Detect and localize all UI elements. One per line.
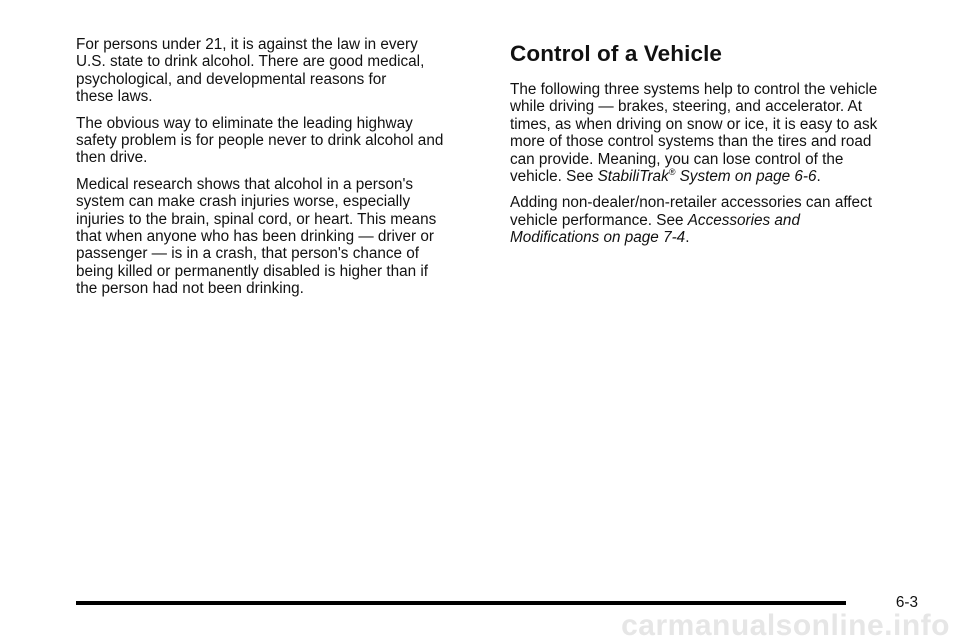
text-line: being killed or permanently disabled is higher than if <box>76 262 429 280</box>
footer-rule <box>76 601 846 605</box>
text-line: the person had not been drinking. <box>76 280 304 298</box>
right-column <box>510 40 920 256</box>
text-line: The following three systems help to control the vehicle <box>510 81 878 98</box>
text-line: safety problem is for people never to drink alcohol and <box>76 132 444 150</box>
text-line: psychological, and developmental reasons for <box>76 70 387 88</box>
text-line: system can make crash injuries worse, especially <box>76 193 411 211</box>
left-column <box>76 36 476 307</box>
registered-mark: ® <box>668 167 676 178</box>
text-line: times, as when driving on snow or ice, it is easy to ask <box>510 115 878 133</box>
text-fragment: . <box>685 229 690 247</box>
section-heading: Control of a Vehicle <box>510 41 723 66</box>
text-fragment: vehicle performance. See <box>510 211 688 229</box>
text-line <box>510 229 920 246</box>
text-line: Medical research shows that alcohol in a person's <box>76 175 414 193</box>
link-text: StabiliTrak <box>597 168 669 186</box>
text-line: while driving — brakes, steering, and accelerator. At <box>510 98 863 116</box>
text-line: these laws. <box>76 88 153 106</box>
text-line: U.S. state to drink alcohol. There are good medical, <box>76 53 425 71</box>
text-line: that when anyone who has been drinking — driver or <box>76 228 434 246</box>
paragraph-accessories <box>510 194 920 246</box>
text-line: more of those control systems than the tires and road <box>510 133 872 151</box>
text-line <box>510 212 920 229</box>
text-line <box>510 168 920 185</box>
stabilitrak-reference-link[interactable] <box>598 168 817 185</box>
text-line: can provide. Meaning, you can lose control of the <box>510 150 844 168</box>
text-fragment: vehicle. See <box>510 168 598 186</box>
paragraph-under-21 <box>76 36 476 106</box>
accessories-reference-link-continued[interactable]: Modifications on page 7-4 <box>510 229 686 247</box>
paragraph-highway-safety <box>76 115 476 167</box>
link-text: System on page 6-6 <box>675 168 817 186</box>
text-line: then drive. <box>76 149 148 167</box>
text-line: Adding non-dealer/non-retailer accessories can affect <box>510 194 872 212</box>
text-fragment: . <box>816 168 821 186</box>
accessories-reference-link[interactable]: Accessories and <box>687 211 800 229</box>
text-line: passenger — is in a crash, that person's chance of <box>76 245 420 263</box>
paragraph-control-systems <box>510 81 920 185</box>
page-number: 6-3 <box>895 594 918 611</box>
text-line: For persons under 21, it is against the law in every <box>76 36 418 53</box>
paragraph-medical-research <box>76 176 476 298</box>
watermark: carmanualsonline.info <box>621 609 950 642</box>
text-line: The obvious way to eliminate the leading highway <box>76 114 413 132</box>
text-line: injuries to the brain, spinal cord, or heart. This means <box>76 210 437 228</box>
